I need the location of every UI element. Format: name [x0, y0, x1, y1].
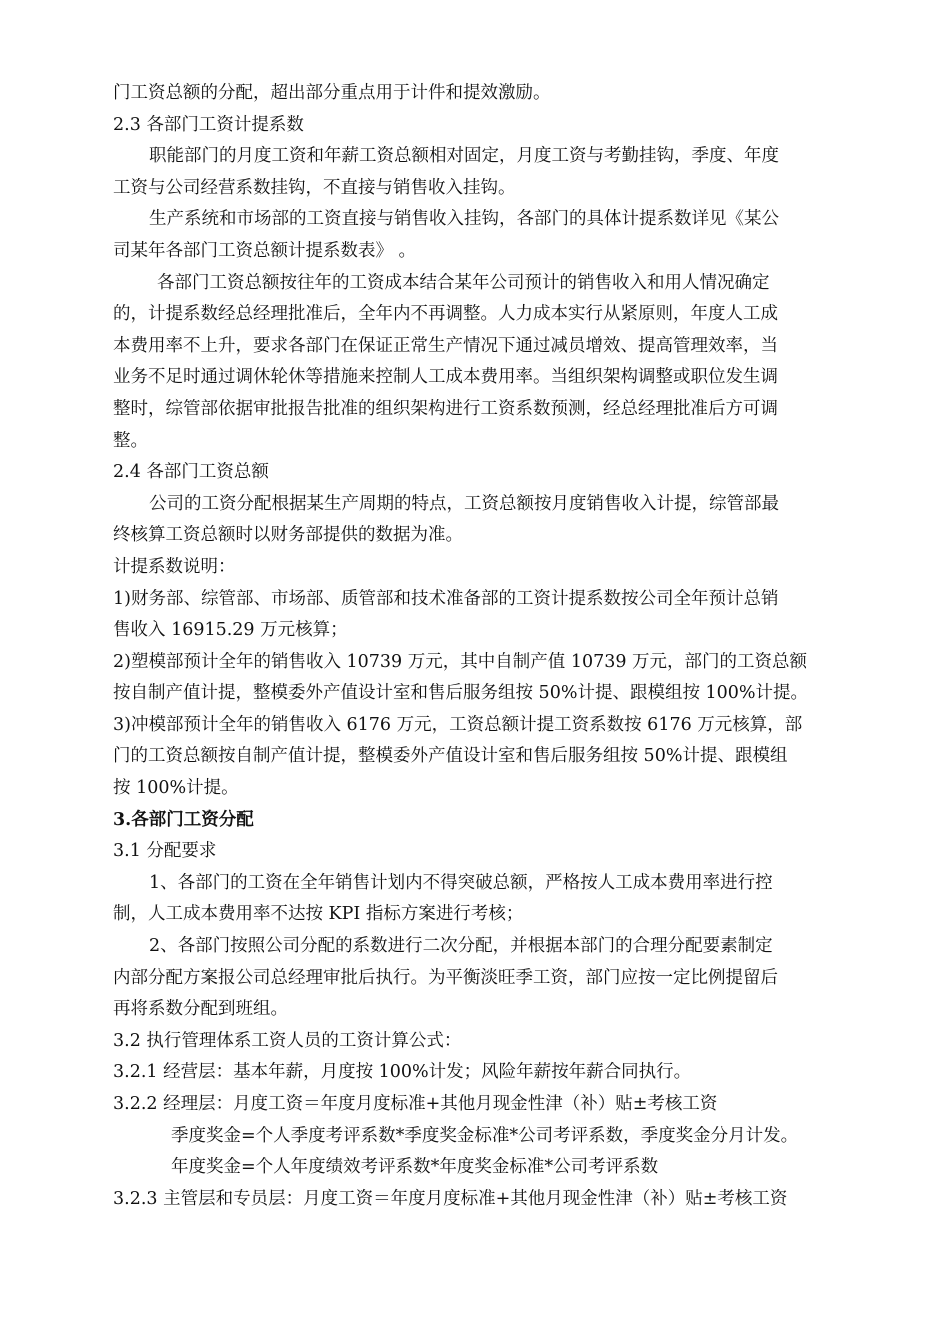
text-line: 公司的工资分配根据某生产周期的特点，工资总额按月度销售收入计提，综管部最	[149, 493, 779, 514]
text-line: 制，人工成本费用率不达按 KPI 指标方案进行考核；	[113, 904, 524, 925]
text-line: 各部门工资总额按往年的工资成本结合某年公司预计的销售收入和用人情况确定	[157, 272, 770, 293]
text-line: 整时，综管部依据审批报告批准的组织架构进行工资系数预测，经总经理批准后方可调	[113, 398, 778, 419]
text-line: 3.1 分配要求	[113, 841, 217, 862]
text-line: 3.2.2 经理层：月度工资＝年度月度标准+其他月现金性津（补）贴±考核工资	[113, 1094, 718, 1114]
text-line: 季度奖金=个人季度考评系数*季度奖金标准*公司考评系数，季度奖金分月计发。	[171, 1125, 799, 1146]
document-body	[113, 78, 843, 1215]
text-line: 整。	[113, 430, 148, 451]
text-line: 2.3 各部门工资计提系数	[113, 114, 304, 135]
text-line: 年度奖金=个人年度绩效考评系数*年度奖金标准*公司考评系数	[171, 1157, 659, 1178]
text-line: 计提系数说明：	[113, 556, 236, 577]
text-line: 本费用率不上升，要求各部门在保证正常生产情况下通过减员增效、提高管理效率，当	[113, 335, 778, 356]
text-line: 门工资总额的分配，超出部分重点用于计件和提效激励。	[113, 83, 551, 103]
text-line: 1、各部门的工资在全年销售计划内不得突破总额，严格按人工成本费用率进行控	[149, 872, 773, 893]
text-line: 司某年各部门工资总额计提系数表》 。	[113, 240, 417, 261]
text-line: 2、各部门按照公司分配的系数进行二次分配，并根据本部门的合理分配要素制定	[149, 936, 773, 957]
text-line: 3.2.3 主管层和专员层：月度工资＝年度月度标准+其他月现金性津（补）贴±考核工资	[113, 1188, 788, 1209]
text-line: 售收入 16915.29 万元核算；	[113, 620, 348, 641]
text-line: 1)财务部、综管部、市场部、质管部和技术准备部的工资计提系数按公司全年预计总销	[113, 588, 779, 609]
text-line: 生产系统和市场部的工资直接与销售收入挂钩，各部门的具体计提系数详见《某公	[149, 209, 779, 230]
text-line: 门的工资总额按自制产值计提，整模委外产值设计室和售后服务组按 50%计提、跟模组	[113, 746, 788, 767]
text-line: 3.2.1 经营层：基本年薪，月度按 100%计发；风险年薪按年薪合同执行。	[113, 1062, 692, 1083]
text-line: 终核算工资总额时以财务部提供的数据为准。	[113, 525, 463, 546]
text-line: 按 100%计提。	[113, 778, 239, 799]
text-line: 2.4 各部门工资总额	[113, 462, 269, 483]
text-line: 按自制产值计提，整模委外产值设计室和售后服务组按 50%计提、跟模组按 100%计提。	[113, 683, 809, 704]
section-heading: 3.各部门工资分配	[113, 809, 254, 830]
text-line: 业务不足时通过调休轮休等措施来控制人工成本费用率。当组织架构调整或职位发生调	[113, 367, 778, 388]
text-line: 的，计提系数经总经理批准后，全年内不再调整。人力成本实行从紧原则，年度人工成	[113, 304, 778, 325]
text-line: 职能部门的月度工资和年薪工资总额相对固定，月度工资与考勤挂钩，季度、年度	[149, 146, 779, 167]
text-line: 3.2 执行管理体系工资人员的工资计算公式：	[113, 1030, 462, 1051]
text-line: 2)塑模部预计全年的销售收入 10739 万元，其中自制产值 10739 万元，部门的工资总额	[113, 651, 808, 672]
text-line: 工资与公司经营系数挂钩，不直接与销售收入挂钩。	[113, 177, 516, 198]
text-line: 3)冲模部预计全年的销售收入 6176 万元，工资总额计提工资系数按 6176 万元核算，部	[113, 714, 803, 735]
text-line: 再将系数分配到班组。	[113, 999, 288, 1020]
text-line: 内部分配方案报公司总经理审批后执行。为平衡淡旺季工资，部门应按一定比例提留后	[113, 967, 778, 988]
